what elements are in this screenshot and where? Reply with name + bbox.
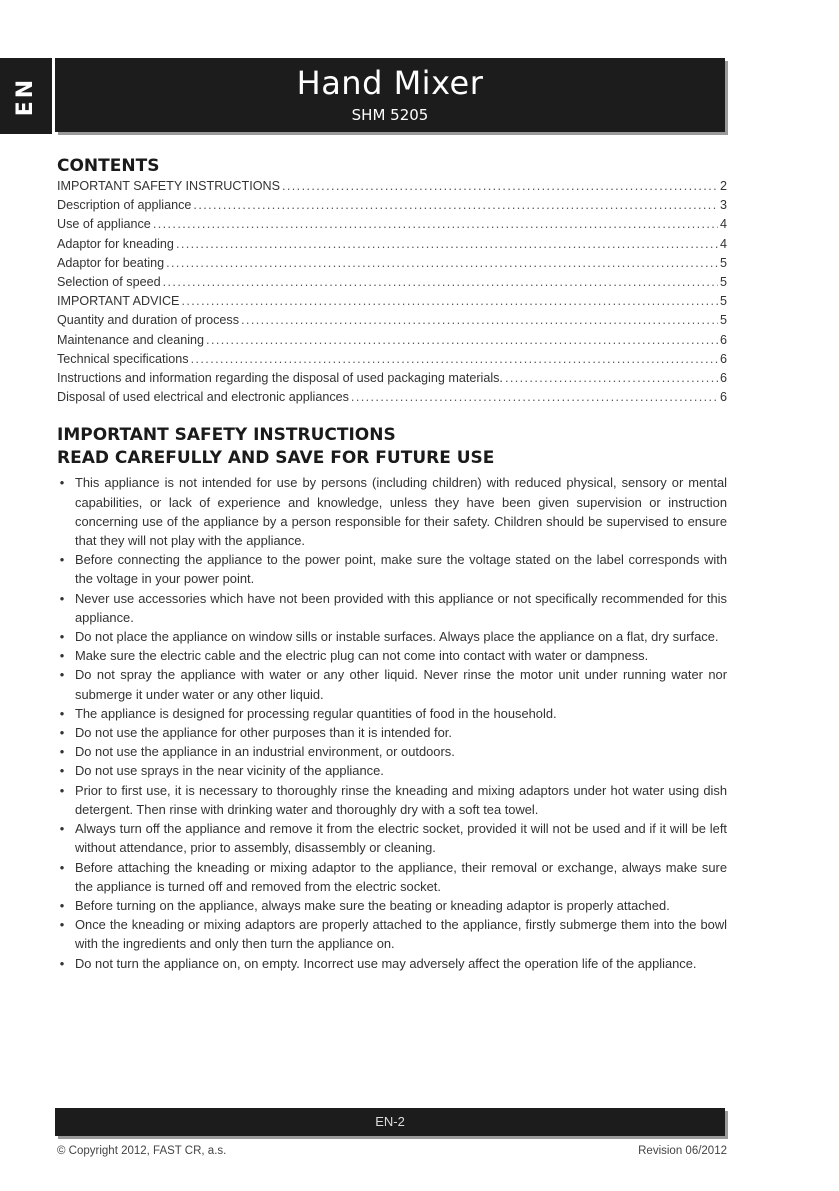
- toc-entry[interactable]: [57, 369, 727, 388]
- toc-entry[interactable]: [57, 215, 727, 234]
- list-item: [57, 761, 727, 780]
- list-item-text: Prior to first use, it is necessary to thoroughly rinse the kneading and mixing adaptors under hot water using dish detergent. Then rinse with drinking water and thoroughly dry with a soft tea towel.: [75, 782, 727, 817]
- toc-entry-page: 2: [719, 179, 727, 193]
- list-item-text: Do not use sprays in the near vicinity of the appliance.: [75, 763, 384, 779]
- bullet-icon: •: [59, 782, 65, 798]
- list-item: [57, 915, 727, 953]
- list-item-text: Once the kneading or mixing adaptors are properly attached to the appliance, firstly submerge them into the bowl with the ingredients and only then turn the appliance on.: [75, 917, 727, 952]
- bullet-icon: •: [59, 648, 65, 664]
- list-item: [57, 819, 727, 857]
- toc-entry[interactable]: [57, 388, 727, 407]
- toc-leader-dots: [206, 331, 718, 350]
- bullet-icon: •: [59, 552, 65, 568]
- toc-entry[interactable]: [57, 350, 727, 369]
- list-item: [57, 704, 727, 723]
- toc-entry-label: Adaptor for beating: [57, 255, 165, 270]
- toc-entry-label: Use of appliance: [57, 217, 151, 232]
- safety-list: [57, 473, 727, 972]
- list-item-text: The appliance is designed for processing regular quantities of food in the household.: [75, 705, 557, 721]
- title-bar: [55, 58, 725, 132]
- revision: Revision 06/2012: [638, 1145, 727, 1157]
- contents-heading: CONTENTS: [57, 156, 160, 176]
- copyright: © Copyright 2012, FAST CR, a.s.: [57, 1145, 227, 1157]
- bullet-icon: •: [59, 897, 65, 913]
- toc-leader-dots: [193, 196, 718, 215]
- toc-leader-dots: [163, 273, 718, 292]
- toc-entry[interactable]: [57, 273, 727, 292]
- list-item-text: Before connecting the appliance to the power point, make sure the voltage stated on the label corresponds with the voltage in your power point.: [75, 552, 727, 587]
- list-item-text: Do not use the appliance for other purposes than it is intended for.: [75, 725, 452, 741]
- toc-entry-label: Description of appliance: [57, 198, 192, 213]
- bullet-icon: •: [59, 763, 65, 779]
- toc-entry[interactable]: [57, 177, 727, 196]
- toc-leader-dots: [505, 369, 718, 388]
- toc-entry-page: 5: [719, 294, 727, 309]
- toc-entry-page: 5: [719, 255, 727, 270]
- safety-section: [57, 424, 727, 972]
- toc-entry-label: IMPORTANT SAFETY INSTRUCTIONS: [57, 179, 280, 193]
- toc-leader-dots: [191, 350, 718, 369]
- toc-entry[interactable]: [57, 196, 727, 215]
- toc-entry-page: 5: [719, 313, 727, 328]
- toc-entry[interactable]: [57, 254, 727, 273]
- main-content: [57, 155, 727, 973]
- bullet-icon: •: [59, 667, 65, 683]
- bullet-icon: •: [59, 705, 65, 721]
- list-item: [57, 550, 727, 588]
- list-item: [57, 665, 727, 703]
- list-item: [57, 858, 727, 896]
- list-item-text: Make sure the electric cable and the electric plug can not come into contact with water or dampness.: [75, 648, 649, 664]
- toc-entry-label: Disposal of used electrical and electronic appliances: [57, 390, 349, 405]
- footer-bar: [55, 1108, 725, 1136]
- toc-entry[interactable]: [57, 292, 727, 311]
- toc-entry-page: 3: [719, 198, 727, 213]
- toc-entry-page: 6: [719, 371, 727, 386]
- list-item: [57, 954, 727, 973]
- list-item: [57, 627, 727, 646]
- toc-entry-label: Adaptor for kneading: [57, 236, 174, 251]
- bullet-icon: •: [59, 744, 65, 760]
- toc-entry-page: 5: [719, 275, 727, 290]
- toc-entry-page: 6: [719, 332, 727, 347]
- toc-leader-dots: [282, 177, 718, 196]
- bullet-icon: •: [59, 859, 65, 875]
- list-item: [57, 723, 727, 742]
- list-item-text: Do not use the appliance in an industrial environment, or outdoors.: [75, 744, 455, 760]
- list-item: [57, 742, 727, 761]
- toc-entry-page: 6: [719, 390, 727, 405]
- table-of-contents: [57, 177, 727, 407]
- toc-entry[interactable]: [57, 331, 727, 350]
- list-item-text: Do not place the appliance on window sills or instable surfaces. Always place the appliance on a flat, dry surface.: [75, 629, 719, 645]
- bullet-icon: •: [59, 629, 65, 645]
- page-number: EN-2: [375, 1114, 405, 1129]
- model-number: SHM 5205: [351, 106, 429, 124]
- toc-entry-label: Selection of speed: [57, 275, 161, 290]
- language-tab: [0, 58, 52, 134]
- list-item-text: Never use accessories which have not been provided with this appliance or not specifically recommended for this appliance.: [75, 590, 727, 625]
- list-item-text: Before attaching the kneading or mixing adaptor to the appliance, their removal or exchange, always make sure the appliance is turned off and removed from the electric socket.: [75, 859, 727, 894]
- list-item: [57, 646, 727, 665]
- toc-leader-dots: [351, 388, 718, 407]
- toc-entry-label: Quantity and duration of process: [57, 313, 240, 328]
- toc-leader-dots: [241, 311, 718, 330]
- bullet-icon: •: [59, 917, 65, 933]
- list-item: [57, 589, 727, 627]
- list-item: [57, 473, 727, 550]
- bullet-icon: •: [59, 955, 65, 971]
- toc-entry-label: IMPORTANT ADVICE: [57, 294, 180, 309]
- toc-entry[interactable]: [57, 311, 727, 330]
- list-item-text: Do not turn the appliance on, on empty. Incorrect use may adversely affect the operation life of the appliance.: [75, 955, 697, 971]
- safety-subheading: READ CAREFULLY AND SAVE FOR FUTURE USE: [57, 448, 495, 469]
- toc-entry-label: Technical specifications: [57, 351, 189, 366]
- list-item-text: Before turning on the appliance, always make sure the beating or kneading adaptor is properly attached.: [75, 897, 670, 913]
- list-item-text: This appliance is not intended for use by persons (including children) with reduced physical, sensory or mental capabilities, or lack of experience and knowledge, unless they have been given supervision or instruction concerning use of the appliance by a person responsible for their safety. Children should be supervised to ensure that they will not play with the appliance.: [75, 475, 727, 549]
- language-label: EN: [13, 76, 39, 116]
- bullet-icon: •: [59, 725, 65, 741]
- toc-entry[interactable]: [57, 235, 727, 254]
- toc-entry-label: Instructions and information regarding the disposal of used packaging materials.: [57, 371, 503, 386]
- toc-leader-dots: [166, 254, 718, 273]
- page-title: Hand Mixer: [296, 64, 484, 102]
- bullet-icon: •: [59, 475, 65, 491]
- list-item: [57, 896, 727, 915]
- toc-entry-page: 4: [719, 217, 727, 232]
- toc-entry-page: 6: [719, 351, 727, 366]
- list-item-text: Do not spray the appliance with water or any other liquid. Never rinse the motor unit under running water nor submerge it under water or any other liquid.: [75, 667, 727, 702]
- bullet-icon: •: [59, 590, 65, 606]
- toc-leader-dots: [153, 215, 718, 234]
- list-item: [57, 781, 727, 819]
- toc-leader-dots: [181, 292, 718, 311]
- toc-leader-dots: [176, 235, 718, 254]
- toc-entry-label: Maintenance and cleaning: [57, 332, 205, 347]
- bullet-icon: •: [59, 821, 65, 837]
- list-item-text: Always turn off the appliance and remove it from the electric socket, provided it will not be used and if it will be left without attendance, prior to assembly, disassembly or cleaning.: [75, 821, 727, 856]
- toc-entry-page: 4: [719, 236, 727, 251]
- safety-heading: IMPORTANT SAFETY INSTRUCTIONS: [57, 425, 396, 446]
